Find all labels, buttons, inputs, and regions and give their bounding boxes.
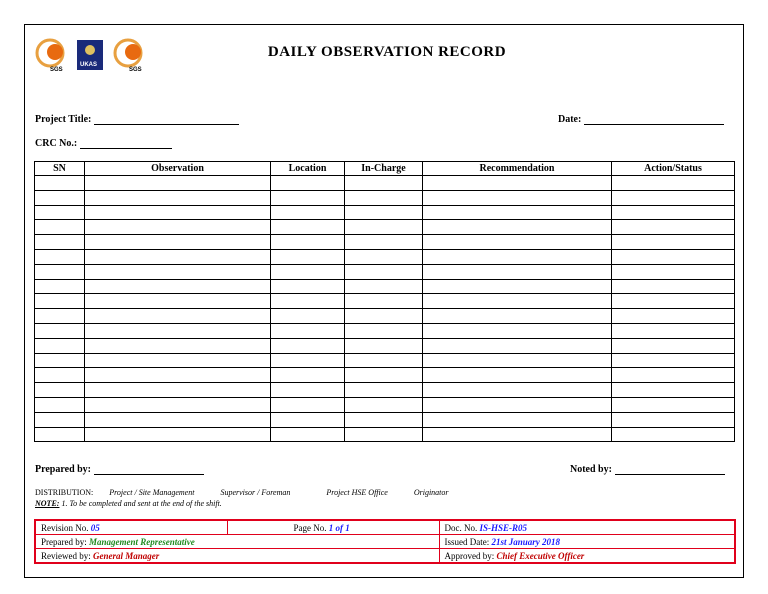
- table-cell[interactable]: [35, 190, 85, 205]
- logo-text-3: SGS: [129, 67, 142, 73]
- prepared-cell: [35, 535, 439, 549]
- table-cell[interactable]: [612, 309, 735, 324]
- table-cell[interactable]: [423, 309, 612, 324]
- table-cell[interactable]: [423, 205, 612, 220]
- table-cell[interactable]: [345, 427, 423, 442]
- noted-by-line[interactable]: [615, 465, 725, 475]
- note-text: 1. To be completed and sent at the end of the shift.: [59, 499, 222, 508]
- table-row: [35, 309, 735, 324]
- table-cell[interactable]: [271, 427, 345, 442]
- observation-table: [34, 161, 735, 442]
- table-cell[interactable]: [612, 412, 735, 427]
- table-cell[interactable]: [345, 220, 423, 235]
- prepared-label: Prepared by:: [41, 536, 87, 547]
- table-cell[interactable]: [271, 338, 345, 353]
- table-cell[interactable]: [612, 235, 735, 250]
- table-cell[interactable]: [423, 412, 612, 427]
- table-cell[interactable]: [423, 427, 612, 442]
- table-row: [35, 323, 735, 338]
- issued-value: 21st January 2018: [491, 536, 561, 547]
- table-cell[interactable]: [85, 323, 271, 338]
- table-cell[interactable]: [271, 323, 345, 338]
- date-line[interactable]: [584, 115, 724, 125]
- col-header-observation: Observation: [85, 162, 271, 176]
- table-cell[interactable]: [35, 323, 85, 338]
- control-row-3: [35, 549, 735, 564]
- table-cell[interactable]: [612, 220, 735, 235]
- table-cell[interactable]: [345, 353, 423, 368]
- revision-value: 05: [90, 522, 100, 533]
- page-value: 1 of 1: [328, 522, 350, 533]
- table-cell[interactable]: [271, 279, 345, 294]
- table-cell[interactable]: [85, 190, 271, 205]
- revision-cell: [35, 520, 227, 535]
- table-cell[interactable]: [271, 294, 345, 309]
- issued-label: Issued Date:: [444, 536, 490, 547]
- table-row: [35, 279, 735, 294]
- table-cell[interactable]: [345, 338, 423, 353]
- table-cell[interactable]: [345, 323, 423, 338]
- table-cell[interactable]: [612, 279, 735, 294]
- table-row: [35, 427, 735, 442]
- table-cell[interactable]: [271, 205, 345, 220]
- note-label: NOTE:: [35, 499, 60, 508]
- table-cell[interactable]: [345, 294, 423, 309]
- reviewed-label: Reviewed by:: [41, 550, 91, 561]
- table-cell[interactable]: [85, 249, 271, 264]
- table-cell[interactable]: [612, 205, 735, 220]
- table-cell[interactable]: [35, 235, 85, 250]
- table-cell[interactable]: [35, 205, 85, 220]
- table-cell[interactable]: [612, 353, 735, 368]
- noted-by-field[interactable]: [570, 464, 725, 475]
- table-row: [35, 383, 735, 398]
- table-cell[interactable]: [345, 190, 423, 205]
- table-row: [35, 368, 735, 383]
- page-label: Page No.: [293, 522, 327, 533]
- table-cell[interactable]: [345, 205, 423, 220]
- table-cell[interactable]: [271, 309, 345, 324]
- table-cell[interactable]: [423, 220, 612, 235]
- table-cell[interactable]: [612, 249, 735, 264]
- table-cell[interactable]: [85, 368, 271, 383]
- logo-text-2: UKAS: [80, 62, 98, 68]
- page-title: DAILY OBSERVATION RECORD: [267, 44, 507, 60]
- table-cell[interactable]: [423, 264, 612, 279]
- table-cell[interactable]: [35, 368, 85, 383]
- table-cell[interactable]: [35, 412, 85, 427]
- note-line: [35, 499, 222, 508]
- table-cell[interactable]: [345, 235, 423, 250]
- approved-cell: [439, 549, 735, 564]
- table-cell[interactable]: [35, 220, 85, 235]
- control-row-1: [35, 520, 735, 535]
- table-cell[interactable]: [35, 309, 85, 324]
- col-header-in-charge: In-Charge: [345, 162, 423, 176]
- table-cell[interactable]: [85, 383, 271, 398]
- project-title-label: Project Title:: [35, 114, 92, 125]
- table-cell[interactable]: [85, 235, 271, 250]
- table-cell[interactable]: [423, 368, 612, 383]
- table-cell[interactable]: [35, 353, 85, 368]
- table-cell[interactable]: [345, 412, 423, 427]
- table-row: [35, 249, 735, 264]
- control-row-2: [35, 535, 735, 549]
- table-cell[interactable]: [345, 264, 423, 279]
- table-cell[interactable]: [612, 176, 735, 191]
- table-header-row: [35, 162, 735, 176]
- revision-label: Revision No.: [41, 522, 89, 533]
- table-cell[interactable]: [35, 383, 85, 398]
- table-cell[interactable]: [271, 220, 345, 235]
- table-cell[interactable]: [612, 294, 735, 309]
- date-field[interactable]: [558, 114, 724, 125]
- project-title-line[interactable]: [94, 115, 239, 125]
- col-header-sn: SN: [35, 162, 85, 176]
- table-cell[interactable]: [85, 176, 271, 191]
- table-cell[interactable]: [271, 383, 345, 398]
- prepared-by-label: Prepared by:: [35, 464, 92, 475]
- table-cell[interactable]: [271, 190, 345, 205]
- crc-line[interactable]: [80, 139, 172, 149]
- date-label: Date:: [558, 114, 582, 125]
- table-cell[interactable]: [612, 190, 735, 205]
- prepared-by-line[interactable]: [94, 465, 204, 475]
- project-title-field[interactable]: [35, 114, 239, 125]
- table-row: [35, 235, 735, 250]
- table-cell[interactable]: [271, 176, 345, 191]
- doc-cell: [439, 520, 735, 535]
- table-cell[interactable]: [423, 249, 612, 264]
- table-row: [35, 412, 735, 427]
- table-row: [35, 176, 735, 191]
- table-cell[interactable]: [85, 279, 271, 294]
- table-cell[interactable]: [85, 338, 271, 353]
- table-cell[interactable]: [423, 323, 612, 338]
- page-cell: [227, 520, 439, 535]
- table-cell[interactable]: [35, 279, 85, 294]
- issued-cell: [439, 535, 735, 549]
- table-cell[interactable]: [612, 264, 735, 279]
- table-row: [35, 220, 735, 235]
- table-cell[interactable]: [612, 368, 735, 383]
- table-cell[interactable]: [345, 383, 423, 398]
- table-cell[interactable]: [85, 264, 271, 279]
- table-cell[interactable]: [85, 309, 271, 324]
- table-cell[interactable]: [35, 294, 85, 309]
- table-cell[interactable]: [423, 176, 612, 191]
- table-cell[interactable]: [271, 397, 345, 412]
- col-header-location: Location: [271, 162, 345, 176]
- table-cell[interactable]: [85, 353, 271, 368]
- table-cell[interactable]: [423, 279, 612, 294]
- table-cell[interactable]: [612, 338, 735, 353]
- prepared-by-field[interactable]: [35, 464, 204, 475]
- col-header-recommendation: Recommendation: [423, 162, 612, 176]
- doc-value: IS-HSE-R05: [479, 522, 528, 533]
- table-row: [35, 190, 735, 205]
- table-cell[interactable]: [423, 294, 612, 309]
- table-row: [35, 294, 735, 309]
- table-row: [35, 264, 735, 279]
- distribution-item-1: Project / Site Management: [109, 488, 195, 497]
- logo-text-1: SGS: [50, 67, 63, 73]
- table-cell[interactable]: [423, 190, 612, 205]
- table-cell[interactable]: [35, 338, 85, 353]
- table-cell[interactable]: [35, 397, 85, 412]
- distribution-line: [35, 488, 449, 497]
- table-row: [35, 338, 735, 353]
- approved-label: Approved by:: [444, 550, 495, 561]
- distribution-label: DISTRIBUTION:: [35, 488, 94, 497]
- table-cell[interactable]: [85, 220, 271, 235]
- approved-value: Chief Executive Officer: [496, 550, 585, 561]
- reviewed-value: General Manager: [93, 550, 160, 561]
- table-row: [35, 397, 735, 412]
- table-cell[interactable]: [85, 412, 271, 427]
- crc-label: CRC No.:: [35, 138, 78, 149]
- crc-field[interactable]: [35, 138, 172, 149]
- noted-by-label: Noted by:: [570, 464, 612, 475]
- col-header-action-status: Action/Status: [612, 162, 735, 176]
- table-cell[interactable]: [612, 323, 735, 338]
- table-body: [35, 176, 735, 442]
- prepared-value: Management Representative: [88, 536, 195, 547]
- table-cell[interactable]: [85, 397, 271, 412]
- table-cell[interactable]: [271, 412, 345, 427]
- distribution-item-3: Project HSE Office: [326, 488, 388, 497]
- table-cell[interactable]: [35, 176, 85, 191]
- table-cell[interactable]: [271, 368, 345, 383]
- distribution-item-2: Supervisor / Foreman: [220, 488, 291, 497]
- table-cell[interactable]: [423, 338, 612, 353]
- table-cell[interactable]: [612, 383, 735, 398]
- table-cell[interactable]: [271, 264, 345, 279]
- table-cell[interactable]: [345, 279, 423, 294]
- table-row: [35, 205, 735, 220]
- table-cell[interactable]: [35, 249, 85, 264]
- table-cell[interactable]: [345, 249, 423, 264]
- table-cell[interactable]: [423, 383, 612, 398]
- table-cell[interactable]: [423, 397, 612, 412]
- table-cell[interactable]: [85, 205, 271, 220]
- document-control-table: [34, 519, 736, 564]
- table-cell[interactable]: [35, 427, 85, 442]
- reviewed-cell: [35, 549, 439, 564]
- doc-label: Doc. No.: [444, 522, 478, 533]
- table-cell[interactable]: [35, 264, 85, 279]
- table-cell[interactable]: [423, 353, 612, 368]
- table-cell[interactable]: [423, 235, 612, 250]
- table-cell[interactable]: [271, 353, 345, 368]
- table-cell[interactable]: [345, 368, 423, 383]
- table-cell[interactable]: [271, 249, 345, 264]
- table-cell[interactable]: [85, 294, 271, 309]
- table-cell[interactable]: [271, 235, 345, 250]
- table-cell[interactable]: [345, 309, 423, 324]
- table-row: [35, 353, 735, 368]
- distribution-item-4: Originator: [413, 488, 449, 497]
- table-cell[interactable]: [345, 176, 423, 191]
- table-cell[interactable]: [612, 427, 735, 442]
- table-cell[interactable]: [345, 397, 423, 412]
- table-cell[interactable]: [85, 427, 271, 442]
- table-cell[interactable]: [612, 397, 735, 412]
